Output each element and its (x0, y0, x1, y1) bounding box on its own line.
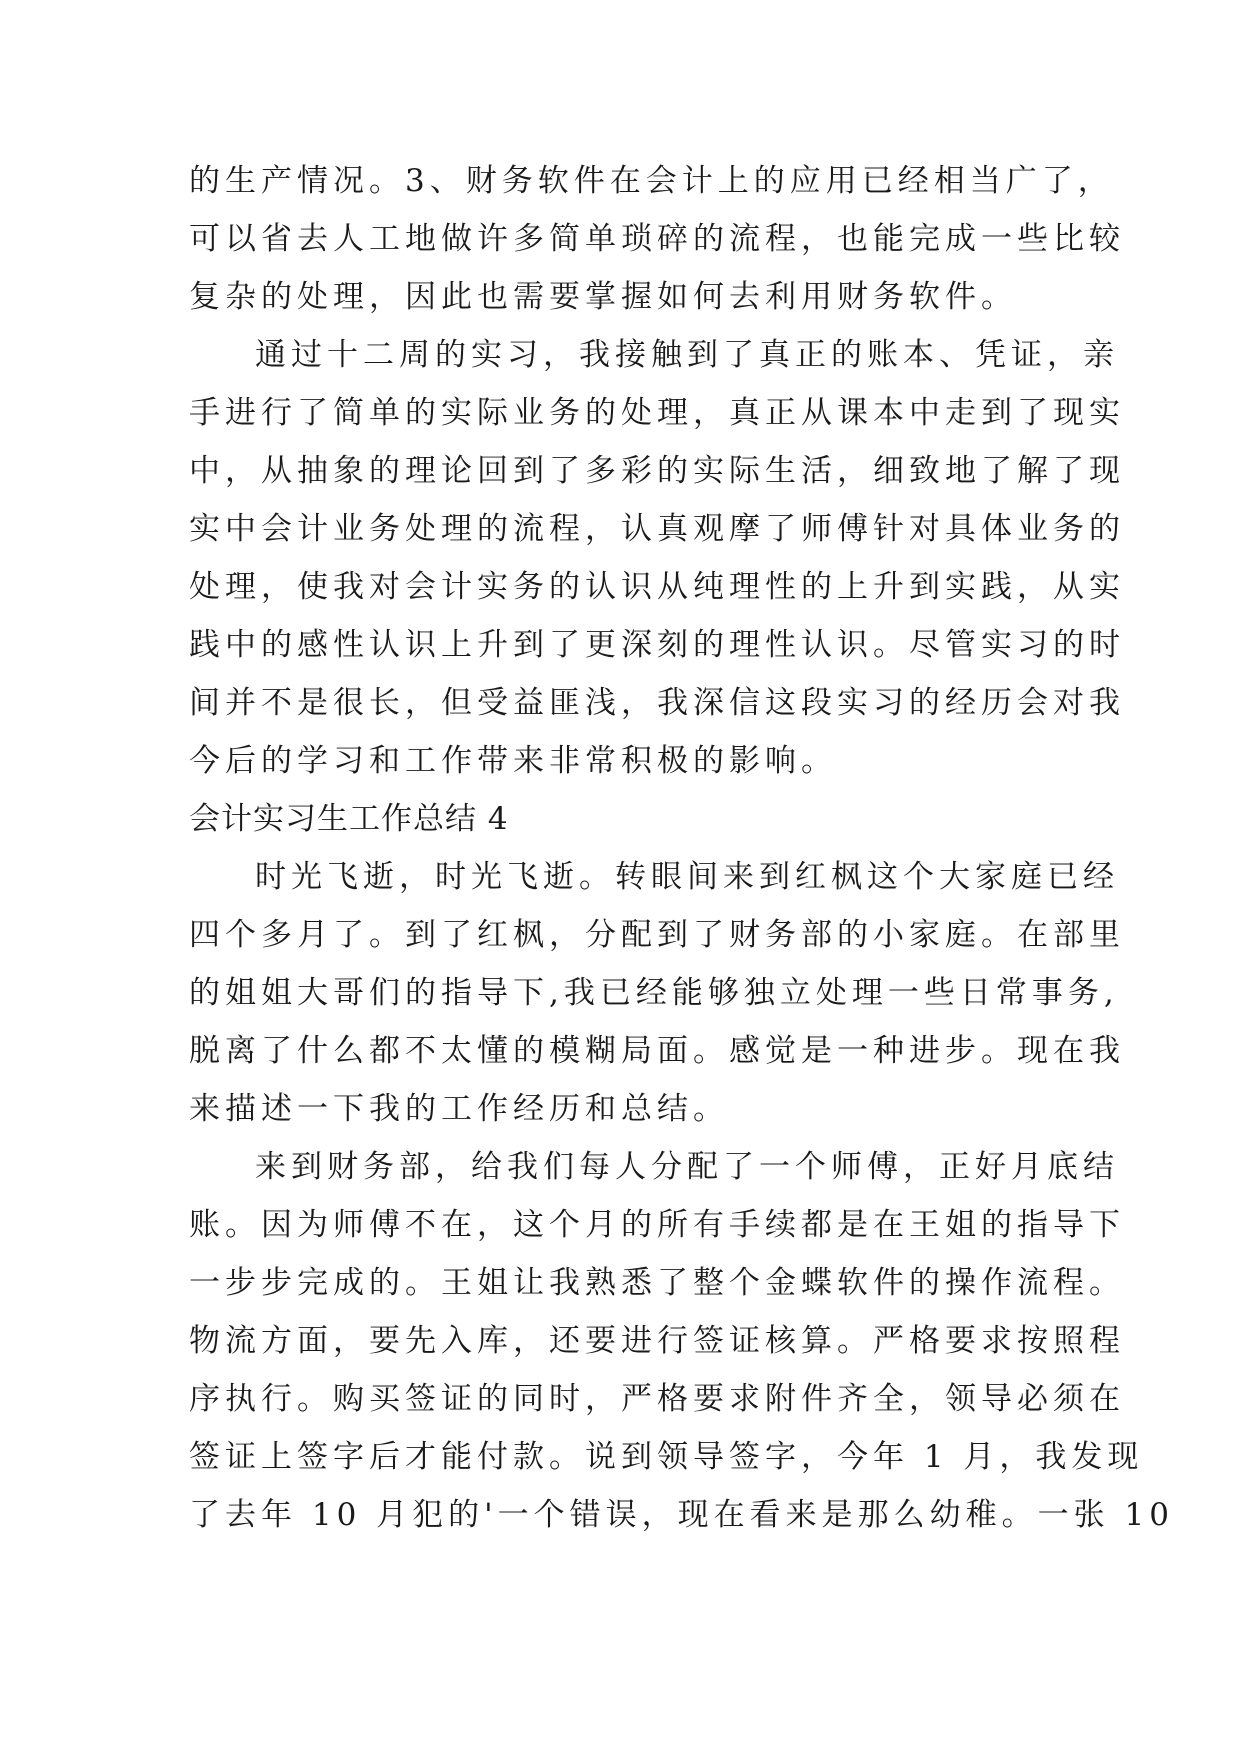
body-line: 签证上签字后才能付款。说到领导签字，今年 1 月，我发现 (189, 1439, 1144, 1475)
document-body (189, 152, 1174, 1544)
body-line: 处理，使我对会计实务的认识从纯理性的上升到实践，从实 (189, 569, 1125, 605)
body-line: 一步步完成的。王姐让我熟悉了整个金蝶软件的操作流程。 (189, 1265, 1125, 1301)
body-line: 账。因为师傅不在，这个月的所有手续都是在王姐的指导下 (189, 1207, 1125, 1243)
body-line: 的姐姐大哥们的指导下,我已经能够独立处理一些日常事务, (189, 975, 1119, 1011)
paragraph-first-line: 来到财务部，给我们每人分配了一个师傅，正好月底结 (255, 1149, 1119, 1185)
body-line: 四个多月了。到了红枫，分配到了财务部的小家庭。在部里 (189, 917, 1125, 953)
body-line: 中，从抽象的理论回到了多彩的实际生活，细致地了解了现 (189, 453, 1125, 489)
body-line: 脱离了什么都不太懂的模糊局面。感觉是一种进步。现在我 (189, 1033, 1125, 1069)
body-line: 物流方面，要先入库，还要进行签证核算。严格要求按照程 (189, 1323, 1125, 1359)
body-line: 践中的感性认识上升到了更深刻的理性认识。尽管实习的时 (189, 627, 1125, 663)
section-heading: 会计实习生工作总结 4 (189, 801, 509, 837)
paragraph-first-line: 通过十二周的实习，我接触到了真正的账本、凭证，亲 (255, 337, 1119, 373)
body-line: 来描述一下我的工作经历和总结。 (189, 1091, 729, 1127)
body-line: 序执行。购买签证的同时，严格要求附件齐全，领导必须在 (189, 1381, 1125, 1417)
body-line: 可以省去人工地做许多简单琐碎的流程，也能完成一些比较 (189, 221, 1125, 257)
body-line: 实中会计业务处理的流程，认真观摩了师傅针对具体业务的 (189, 511, 1125, 547)
body-line: 的生产情况。3、财务软件在会计上的应用已经相当广了， (189, 163, 1114, 199)
body-line: 今后的学习和工作带来非常积极的影响。 (189, 743, 837, 779)
body-line: 间并不是很长，但受益匪浅，我深信这段实习的经历会对我 (189, 685, 1125, 721)
body-line: 了去年 10 月犯的'一个错误，现在看来是那么幼稚。一张 10 (189, 1497, 1174, 1533)
body-line: 手进行了简单的实际业务的处理，真正从课本中走到了现实 (189, 395, 1125, 431)
body-line: 复杂的处理，因此也需要掌握如何去利用财务软件。 (189, 279, 1017, 315)
paragraph-first-line: 时光飞逝，时光飞逝。转眼间来到红枫这个大家庭已经 (255, 859, 1119, 895)
